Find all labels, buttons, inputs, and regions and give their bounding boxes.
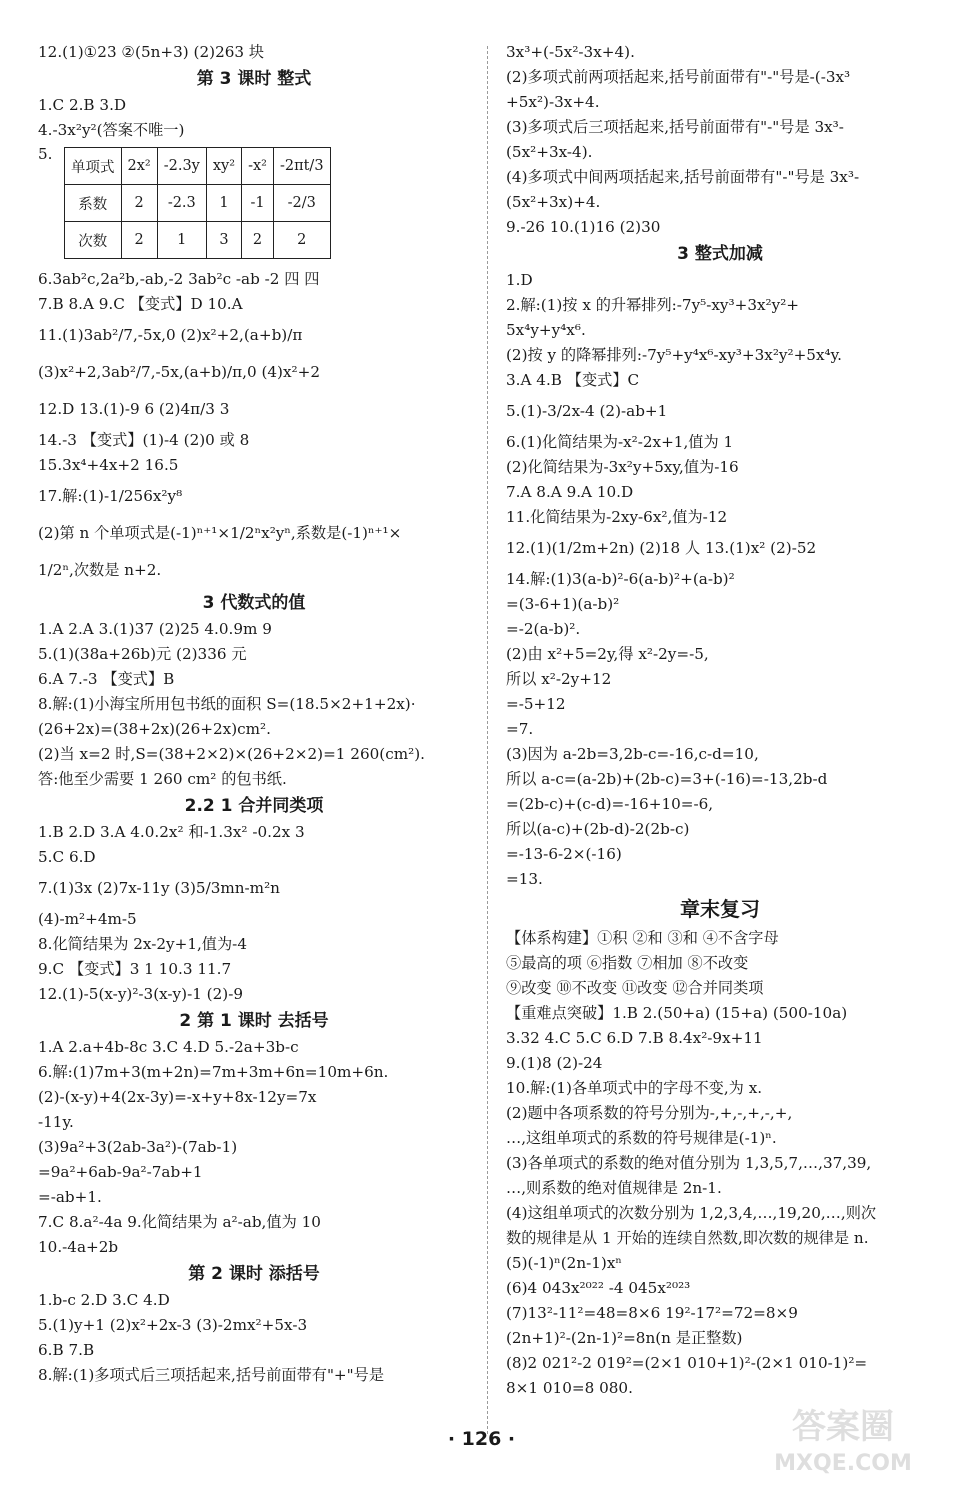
table-row (65, 148, 331, 185)
answer-line: =(3-6+1)(a-b)² (506, 595, 620, 613)
answer-line: =-2(a-b)². (506, 620, 581, 638)
watermark-line1: 答案圈 (792, 1407, 894, 1447)
answer-line: (3)x²+2,3ab²/7,-5x,(a+b)/π,0 (4)x²+2 (38, 363, 321, 381)
answer-line: 7.(1)3x (2)7x-11y (3)5/3mn-m²n (38, 879, 280, 897)
answer-line: (2)题中各项系数的符号分别为-,+,-,+,-,+, (506, 1104, 793, 1122)
section-heading: 第 2 课时 添括号 (188, 1264, 320, 1284)
section-heading: 第 3 课时 整式 (196, 69, 312, 89)
left-column (38, 40, 470, 1388)
table-cell: 1 (157, 222, 206, 259)
answer-line: 8.解:(1)小海宝所用包书纸的面积 S=(18.5×2+1+2x)· (38, 695, 416, 713)
answer-line: 所以 a-c=(a-2b)+(2b-c)=3+(-16)=-13,2b-d (506, 770, 828, 788)
watermark-logo (735, 1398, 950, 1478)
answer-line: 1.C 2.B 3.D (38, 96, 127, 114)
table-cell: 3 (206, 222, 241, 259)
answer-line: 所以(a-c)+(2b-d)-2(2b-c) (506, 820, 690, 838)
answer-line: =(2b-c)+(c-d)=-16+10=-6, (506, 795, 714, 813)
table-cell: xy² (206, 148, 241, 185)
answer-line: (6)4 043x²⁰²² -4 045x²⁰²³ (506, 1279, 691, 1297)
answer-line: (2)多项式前两项括起来,括号前面带有"-"号是-(-3x³ (506, 68, 851, 86)
answer-line: 数的规律是从 1 开始的连续自然数,即次数的规律是 n. (506, 1229, 869, 1247)
answer-line: 7.A 8.A 9.A 10.D (506, 483, 634, 501)
answer-line: 1.B 2.D 3.A 4.0.2x² 和-1.3x² -0.2x 3 (38, 823, 305, 841)
answer-line: (2)当 x=2 时,S=(38+2×2)×(26+2×2)=1 260(cm²). (38, 745, 425, 763)
answer-line: (2)-(x-y)+4(2x-3y)=-x+y+8x-12y=7x (38, 1088, 317, 1106)
answer-line: 3.32 4.C 5.C 6.D 7.B 8.4x²-9x+11 (506, 1029, 763, 1047)
answer-line: (5)(-1)ⁿ(2n-1)xⁿ (506, 1254, 622, 1272)
table-cell: 次数 (65, 222, 122, 259)
answer-line: (2n+1)²-(2n-1)²=8n(n 是正整数) (506, 1329, 743, 1347)
answer-line: (3)多项式后三项括起来,括号前面带有"-"号是 3x³- (506, 118, 844, 136)
table-cell: -2.3 (157, 185, 206, 222)
answer-line: 10.-4a+2b (38, 1238, 119, 1256)
answer-line: 2.解:(1)按 x 的升幂排列:-7y⁵-xy³+3x²y²+ (506, 296, 800, 314)
answer-line: 11.(1)3ab²/7,-5x,0 (2)x²+2,(a+b)/π (38, 326, 303, 344)
answer-line: (5x²+3x-4). (506, 143, 593, 161)
answer-line: (4)这组单项式的次数分别为 1,2,3,4,…,19,20,…,则次 (506, 1204, 877, 1222)
answer-line: (3)各单项式的系数的绝对值分别为 1,3,5,7,…,37,39, (506, 1154, 872, 1172)
answer-line: (2)化简结果为-3x²y+5xy,值为-16 (506, 458, 739, 476)
table-cell: -x² (242, 148, 274, 185)
answer-line: (7)13²-11²=48=8×6 19²-17²=72=8×9 (506, 1304, 798, 1322)
answer-line: (2)由 x²+5=2y,得 x²-2y=-5, (506, 645, 709, 663)
table-cell: 系数 (65, 185, 122, 222)
table-cell: -2πt/3 (273, 148, 330, 185)
answer-line: (2)第 n 个单项式是(-1)ⁿ⁺¹×1/2ⁿx²yⁿ,系数是(-1)ⁿ⁺¹× (38, 524, 402, 542)
answer-line: 5.(1)(38a+26b)元 (2)336 元 (38, 645, 247, 663)
table-cell: 单项式 (65, 148, 122, 185)
table-row (65, 185, 331, 222)
section-heading: 2 第 1 课时 去括号 (179, 1011, 329, 1031)
answer-line: (2)按 y 的降幂排列:-7y⁵+y⁴x⁶-xy³+3x²y²+5x⁴y. (506, 346, 843, 364)
table-cell: 2 (121, 185, 157, 222)
answer-line: ⑨改变 ⑩不改变 ⑪改变 ⑫合并同类项 (506, 979, 764, 997)
section-heading: 章末复习 (680, 897, 760, 921)
table-cell: -2.3y (157, 148, 206, 185)
answer-line: 5.(1)y+1 (2)x²+2x-3 (3)-2mx²+5x-3 (38, 1316, 308, 1334)
answer-line: 6.(1)化简结果为-x²-2x+1,值为 1 (506, 433, 734, 451)
answer-line: 1.D (506, 271, 533, 289)
question-number: 5. (38, 145, 53, 163)
answer-line: 6.B 7.B (38, 1341, 95, 1359)
answer-line: 3x³+(-5x²-3x+4). (506, 43, 635, 61)
table-cell: 2 (273, 222, 330, 259)
answer-line: 12.(1)(1/2m+2n) (2)18 人 13.(1)x² (2)-52 (506, 539, 817, 557)
answer-line: 7.C 8.a²-4a 9.化简结果为 a²-ab,值为 10 (38, 1213, 321, 1231)
answer-line: =-13-6-2×(-16) (506, 845, 622, 863)
table-cell: 2 (242, 222, 274, 259)
table-cell: 2x² (121, 148, 157, 185)
answer-line: 9.(1)8 (2)-24 (506, 1054, 603, 1072)
answer-line: (26+2x)=(38+2x)(26+2x)cm². (38, 720, 271, 738)
answer-line: 8.解:(1)多项式后三项括起来,括号前面带有"+"号是 (38, 1366, 385, 1384)
answer-line: (4)多项式中间两项括起来,括号前面带有"-"号是 3x³- (506, 168, 860, 186)
table-cell: 2 (121, 222, 157, 259)
answer-line: (3)9a²+3(2ab-3a²)-(7ab-1) (38, 1138, 238, 1156)
answer-line: 8.化简结果为 2x-2y+1,值为-4 (38, 935, 247, 953)
answer-line: 8×1 010=8 080. (506, 1379, 633, 1397)
answer-line: 【重难点突破】1.B 2.(50+a) (15+a) (500-10a) (506, 1004, 848, 1022)
answer-line: =7. (506, 720, 534, 738)
answer-line: 1.b-c 2.D 3.C 4.D (38, 1291, 170, 1309)
answer-line: 6.解:(1)7m+3(m+2n)=7m+3m+6n=10m+6n. (38, 1063, 389, 1081)
page-number: · 126 · (447, 1428, 516, 1450)
section-heading: 2.2 1 合并同类项 (184, 796, 324, 816)
answer-line: 5.(1)-3/2x-4 (2)-ab+1 (506, 402, 668, 420)
answer-line: 1.A 2.a+4b-8c 3.C 4.D 5.-2a+3b-c (38, 1038, 299, 1056)
answer-line: 12.D 13.(1)-9 6 (2)4π/3 3 (38, 400, 230, 418)
answer-line: …,则系数的绝对值规律是 2n-1. (506, 1179, 722, 1197)
answer-line: (5x²+3x)+4. (506, 193, 601, 211)
answer-line: 【体系构建】①积 ②和 ③和 ④不含字母 (506, 929, 779, 947)
answer-line: 9.C 【变式】3 1 10.3 11.7 (38, 960, 232, 978)
answer-line: =-5+12 (506, 695, 566, 713)
answer-line: =-ab+1. (38, 1188, 102, 1206)
table-row (65, 222, 331, 259)
answer-line: 15.3x⁴+4x+2 16.5 (38, 456, 179, 474)
right-column (506, 40, 934, 1401)
answer-line: 10.解:(1)各单项式中的字母不变,为 x. (506, 1079, 763, 1097)
table-cell: 1 (206, 185, 241, 222)
section-heading: 3 整式加减 (677, 244, 763, 264)
answer-line: ⑤最高的项 ⑥指数 ⑦相加 ⑧不改变 (506, 954, 749, 972)
answer-line: (4)-m²+4m-5 (38, 910, 137, 928)
coefficient-table (64, 147, 331, 259)
answer-line: 7.B 8.A 9.C 【变式】D 10.A (38, 295, 243, 313)
column-divider (487, 46, 488, 1434)
answer-line: -11y. (38, 1113, 74, 1131)
answer-line: …,这组单项式的系数的符号规律是(-1)ⁿ. (506, 1129, 777, 1147)
answer-line: 12.(1)-5(x-y)²-3(x-y)-1 (2)-9 (38, 985, 243, 1003)
answer-line: 答:他至少需要 1 260 cm² 的包书纸. (38, 770, 287, 788)
answer-line: 6.3ab²c,2a²b,-ab,-2 3ab²c -ab -2 四 四 (38, 270, 320, 288)
section-heading: 3 代数式的值 (202, 593, 306, 613)
answer-line: 6.A 7.-3 【变式】B (38, 670, 175, 688)
answer-line: +5x²)-3x+4. (506, 93, 600, 111)
answer-line: (8)2 021²-2 019²=(2×1 010+1)²-(2×1 010-1)²= (506, 1354, 868, 1372)
answer-line: 12.(1)①23 ②(5n+3) (2)263 块 (38, 43, 265, 61)
answer-line: 4.-3x²y²(答案不唯一) (38, 121, 185, 139)
answer-line: 14.解:(1)3(a-b)²-6(a-b)²+(a-b)² (506, 570, 735, 588)
answer-line: 所以 x²-2y+12 (506, 670, 612, 688)
table-cell: -2/3 (273, 185, 330, 222)
answer-line: 9.-26 10.(1)16 (2)30 (506, 218, 661, 236)
answer-line: 5x⁴y+y⁴x⁶. (506, 321, 586, 339)
answer-line: 1/2ⁿ,次数是 n+2. (38, 561, 162, 579)
answer-line: 3.A 4.B 【变式】C (506, 371, 640, 389)
answer-line: =13. (506, 870, 543, 888)
answer-line: =9a²+6ab-9a²-7ab+1 (38, 1163, 203, 1181)
answer-line: 14.-3 【变式】(1)-4 (2)0 或 8 (38, 431, 250, 449)
answer-line: 17.解:(1)-1/256x²y⁸ (38, 487, 183, 505)
watermark-line2: MXQE.COM (774, 1451, 912, 1476)
answer-line: 1.A 2.A 3.(1)37 (2)25 4.0.9m 9 (38, 620, 272, 638)
answer-line: (3)因为 a-2b=3,2b-c=-16,c-d=10, (506, 745, 759, 763)
answer-line: 5.C 6.D (38, 848, 96, 866)
table-cell: -1 (242, 185, 274, 222)
answer-line: 11.化简结果为-2xy-6x²,值为-12 (506, 508, 728, 526)
coefficient-table-block (38, 143, 470, 267)
